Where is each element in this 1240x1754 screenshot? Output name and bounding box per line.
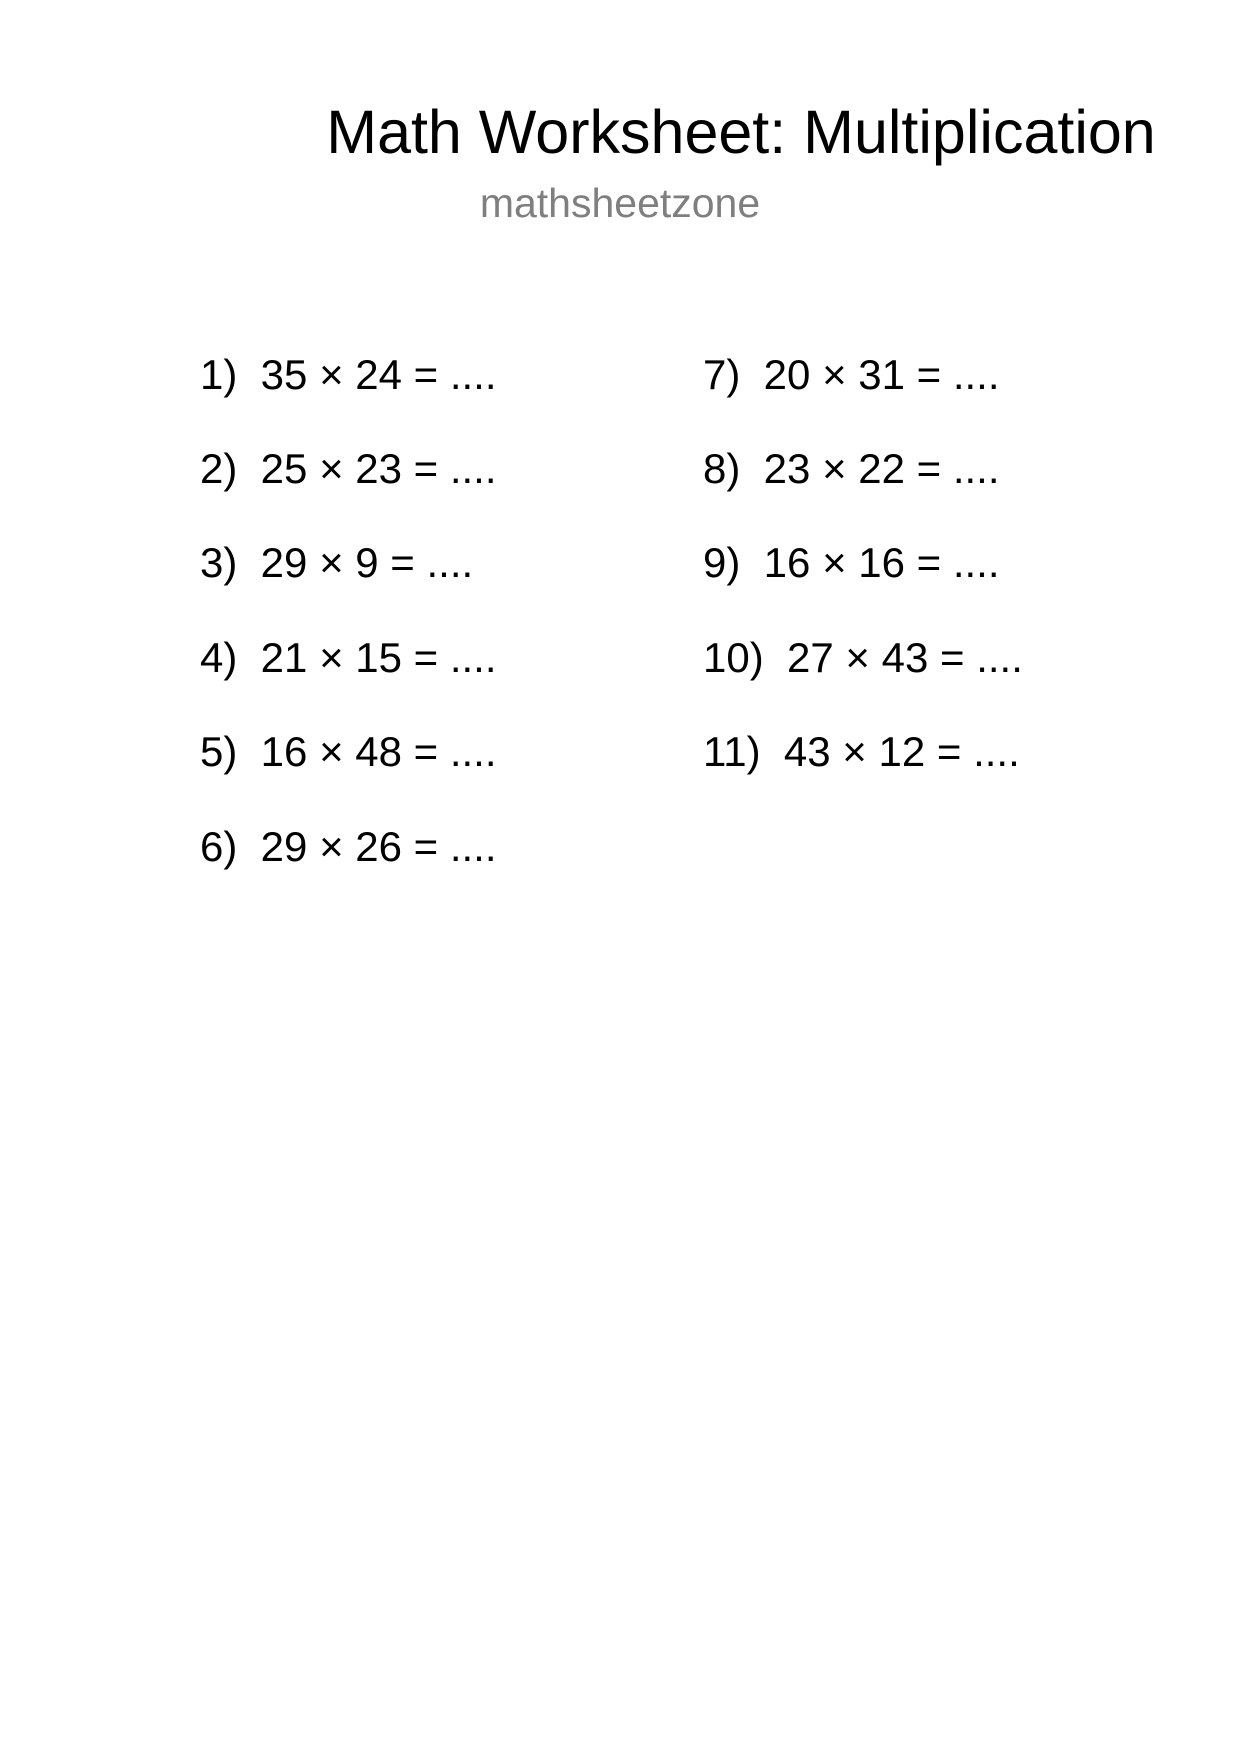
problem-6: 6) 29 × 26 = .... [200, 823, 497, 870]
problem-8: 8) 23 × 22 = .... [703, 445, 1000, 492]
problem-2: 2) 25 × 23 = .... [200, 445, 497, 492]
worksheet-title: Math Worksheet: Multiplication [326, 98, 1156, 166]
problem-11: 11) 43 × 12 = .... [703, 728, 1020, 775]
problem-7: 7) 20 × 31 = .... [703, 351, 1000, 398]
problem-9: 9) 16 × 16 = .... [703, 539, 1000, 586]
worksheet-subtitle [0, 178, 1240, 228]
problem-5: 5) 16 × 48 = .... [200, 728, 497, 775]
problem-4: 4) 21 × 15 = .... [200, 634, 497, 681]
site-name: mathsheetzone [479, 180, 761, 226]
problem-10: 10) 27 × 43 = .... [703, 634, 1023, 681]
problem-1: 1) 35 × 24 = .... [200, 351, 497, 398]
problem-3: 3) 29 × 9 = .... [200, 539, 474, 586]
